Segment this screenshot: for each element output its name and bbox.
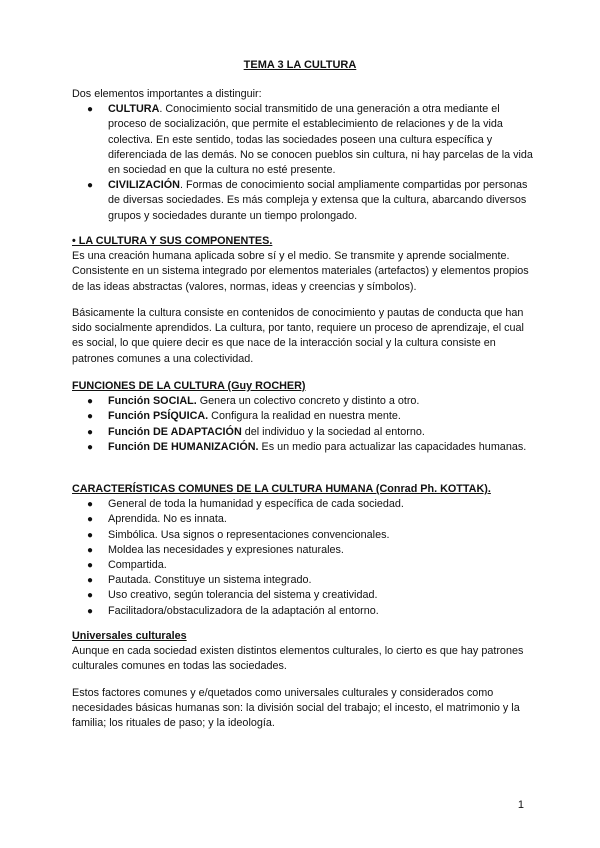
function-description: Configura la realidad en nuestra mente. — [208, 410, 401, 423]
function-label: Función DE HUMANIZACIÓN. — [108, 440, 259, 453]
bullet-icon: ● — [87, 104, 94, 116]
term-label: CULTURA — [108, 103, 160, 116]
list-item — [72, 178, 534, 224]
components-heading: • LA CULTURA Y SUS COMPONENTES. — [72, 235, 273, 247]
functions-section — [72, 379, 534, 455]
characteristic-text: General de toda la humanidad y específica de cada sociedad. — [108, 498, 404, 511]
bullet-icon: ● — [87, 180, 94, 192]
universals-section-2 — [72, 686, 534, 732]
components-section-2 — [72, 306, 534, 367]
bullet-icon: ● — [87, 544, 94, 556]
bullet-icon: ● — [87, 499, 94, 511]
term-label: CIVILIZACIÓN — [108, 179, 180, 192]
bullet-icon: ● — [87, 426, 94, 438]
characteristic-text: Aprendida. No es innata. — [108, 513, 227, 526]
universals-paragraph-2: Estos factores comunes y e/quetados como universales culturales y considerados como necesidades básicas humanas son: la división social del trabajo; el incesto, el matrimonio y la familia; los rituales de paso; y la ideología. — [72, 687, 520, 730]
list-item — [72, 558, 534, 573]
bullet-icon: ● — [87, 514, 94, 526]
bullet-icon: ● — [87, 605, 94, 617]
list-item — [72, 528, 534, 543]
bullet-icon: ● — [87, 575, 94, 587]
function-label: Función PSÍQUICA. — [108, 410, 209, 423]
term-description: . Conocimiento social transmitido de una generación a otra mediante el proceso de socialización, que permite el establecimiento de relaciones y de la vida colectiva. En este sentido, todas las sociedades poseen una cultura específica y diferenciada de las demás. No se conocen pueblos sin cultura, ni hay parcelas de la vida en sociedad en que la cultura no esté presente. — [108, 103, 533, 177]
bullet-icon: ● — [87, 590, 94, 602]
components-section — [72, 234, 534, 295]
list-item — [72, 425, 534, 440]
list-item — [72, 440, 534, 455]
function-description: Genera un colectivo concreto y distinto a otro. — [196, 395, 420, 408]
list-item — [72, 588, 534, 603]
bullet-icon: ● — [87, 529, 94, 541]
characteristic-text: Compartida. — [108, 559, 167, 572]
page-number: 1 — [517, 799, 524, 811]
components-paragraph-1: Es una creación humana aplicada sobre sí y el medio. Se transmite y aprende socialmente. Consistente en un sistema integrado por elementos materiales (artefactos) y elementos propios de las ideas abstractas (valores, normas, ideas y creencias y símbolos). — [72, 250, 529, 293]
characteristic-text: Pautada. Constituye un sistema integrado. — [108, 574, 312, 587]
bullet-icon: ● — [87, 560, 94, 572]
characteristic-text: Uso creativo, según tolerancia del sistema y creatividad. — [108, 589, 378, 602]
list-item — [72, 543, 534, 558]
distinctions-list — [72, 102, 534, 224]
components-paragraph-2: Básicamente la cultura consiste en contenidos de conocimiento y pautas de conducta que han sido socialmente aprendidos. La cultura, por tanto, requiere un proceso de aprendizaje, el cual es social, lo que quiere decir es que nace de la interacción social y la cultura consiste en patrones comunes a una colectividad. — [72, 307, 524, 365]
characteristics-section — [72, 482, 534, 619]
characteristic-text: Moldea las necesidades y expresiones naturales. — [108, 543, 344, 556]
characteristic-text: Simbólica. Usa signos o representaciones convencionales. — [108, 528, 390, 541]
list-item — [72, 102, 534, 178]
intro-text: Dos elementos importantes a distinguir: — [72, 88, 262, 100]
universals-heading: Universales culturales — [72, 630, 187, 642]
characteristics-heading: CARACTERÍSTICAS COMUNES DE LA CULTURA HUMANA (Conrad Ph. KOTTAK). — [72, 483, 491, 495]
list-item — [72, 497, 534, 512]
bullet-icon: ● — [87, 396, 94, 408]
function-description: del individuo y la sociedad al entorno. — [241, 425, 425, 438]
function-label: Función DE ADAPTACIÓN — [108, 425, 242, 438]
characteristics-list — [72, 497, 534, 619]
function-label: Función SOCIAL. — [108, 395, 197, 408]
bullet-icon: ● — [87, 411, 94, 423]
list-item — [72, 604, 534, 619]
list-item — [72, 512, 534, 527]
characteristic-text: Facilitadora/obstaculizadora de la adaptación al entorno. — [108, 604, 379, 617]
function-description: Es un medio para actualizar las capacidades humanas. — [258, 440, 527, 453]
functions-heading: FUNCIONES DE LA CULTURA (Guy ROCHER) — [72, 380, 306, 392]
universals-section — [72, 629, 534, 675]
list-item — [72, 409, 534, 424]
list-item — [72, 394, 534, 409]
intro-section — [72, 87, 534, 224]
functions-list — [72, 394, 534, 455]
term-description: . Formas de conocimiento social ampliamente compartidas por personas de diversas sociedades. Es más compleja y extensa que la cultura, abarcando diversos grupos y sociedades durante un tiempo prolongado. — [108, 179, 528, 222]
page-title: TEMA 3 LA CULTURA — [243, 59, 357, 71]
list-item — [72, 573, 534, 588]
bullet-icon: ● — [87, 441, 94, 453]
universals-paragraph-1: Aunque en cada sociedad existen distintos elementos culturales, lo cierto es que hay patrones culturales comunes en todas las sociedades. — [72, 645, 524, 673]
